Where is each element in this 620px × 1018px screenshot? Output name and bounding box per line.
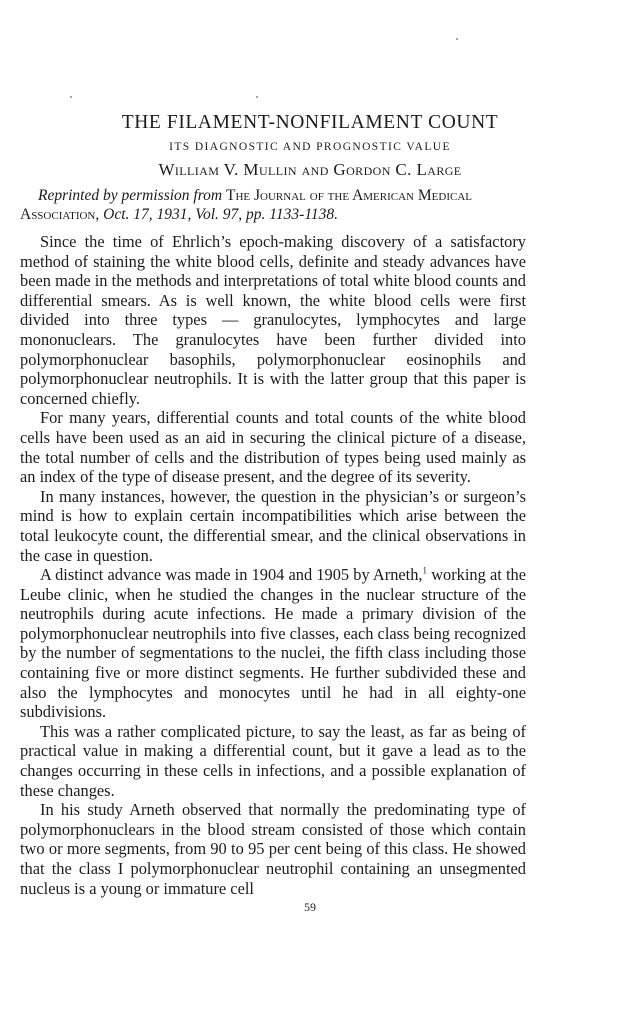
arneth-text-end: working at the Leube clinic, when he studied the changes in the nuclear structure of the neutrophils during acute infections. He made a primary division of the polymorphonuclear neutrophils into five classes, each class being recognized by the number of segmentations to the nuclei, the fifth class including those containing five or more distinct segments. He further subdivided these and also the lymphocytes and monocytes until he had in all eighty-one subdivisions. <box>20 565 526 722</box>
article-subtitle: ITS DIAGNOSTIC AND PROGNOSTIC VALUE <box>169 141 451 153</box>
scan-speck <box>256 96 258 98</box>
body-paragraph: In his study Arneth observed that normally the predominating type of polymorphonuclears in the blood stream consisted of those which contain two or more segments, from 90 to 95 per cent being of this class. He showed that the class I polymorphonuclear neutrophil containing an unsegmented nucleus is a young or immature cell <box>20 800 526 898</box>
article-body <box>20 232 526 898</box>
page-number: 59 <box>304 900 316 914</box>
reprint-note: Reprinted by permission from The Journal of the American Medical Association, Oct. 17, 1931, Vol. 97, pp. 1133-1138. <box>20 187 472 223</box>
body-paragraph-arneth <box>20 565 526 722</box>
arneth-text-start: A distinct advance was made in 1904 and 1905 by Arneth, <box>40 565 423 585</box>
article-authors: William V. Mullin and Gordon C. Large <box>158 160 462 179</box>
body-paragraph: Since the time of Ehrlich’s epoch-making discovery of a satisfactory method of staining the white blood cells, definite and steady advances have been made in the methods and interpretations of total white blood counts and differential smears. As is well known, the white blood cells were first divided into three types — granulocytes, lymphocytes and large mononuclears. The granulocytes have been further divided into polymorphonuclear basophils, polymorphonuclear eosinophils and polymorphonuclear neutrophils. It is with the latter group that this paper is concerned chiefly. <box>20 232 526 408</box>
scan-speck <box>456 38 458 40</box>
journal-citation: Oct. 17, 1931, Vol. 97, pp. 1133-1138. <box>103 206 339 223</box>
body-paragraph: For many years, differential counts and total counts of the white blood cells have been used as an aid in securing the clinical picture of a disease, the total number of cells and the distribution of types being used mainly as an index of the type of disease present, and the degree of its severity. <box>20 408 526 487</box>
article-title: THE FILAMENT-NONFILAMENT COUNT <box>121 112 499 133</box>
journal-name: The Journal of the American Medical Association <box>20 187 472 223</box>
footnote-marker: 1 <box>422 565 428 576</box>
reprint-prefix: Reprinted by permission from <box>38 187 223 204</box>
body-paragraph: This was a rather complicated picture, to say the least, as far as being of practical value in making a differential count, but it gave a lead as to the changes occurring in these cells in infections, and a possible explanation of these changes. <box>20 721 526 800</box>
body-paragraph: In many instances, however, the question in the physician’s or surgeon’s mind is how to explain certain incompatibilities which arise between the total leukocyte count, the differential smear, and the clinical observations in the case in question. <box>20 486 526 565</box>
scan-speck <box>70 96 72 98</box>
